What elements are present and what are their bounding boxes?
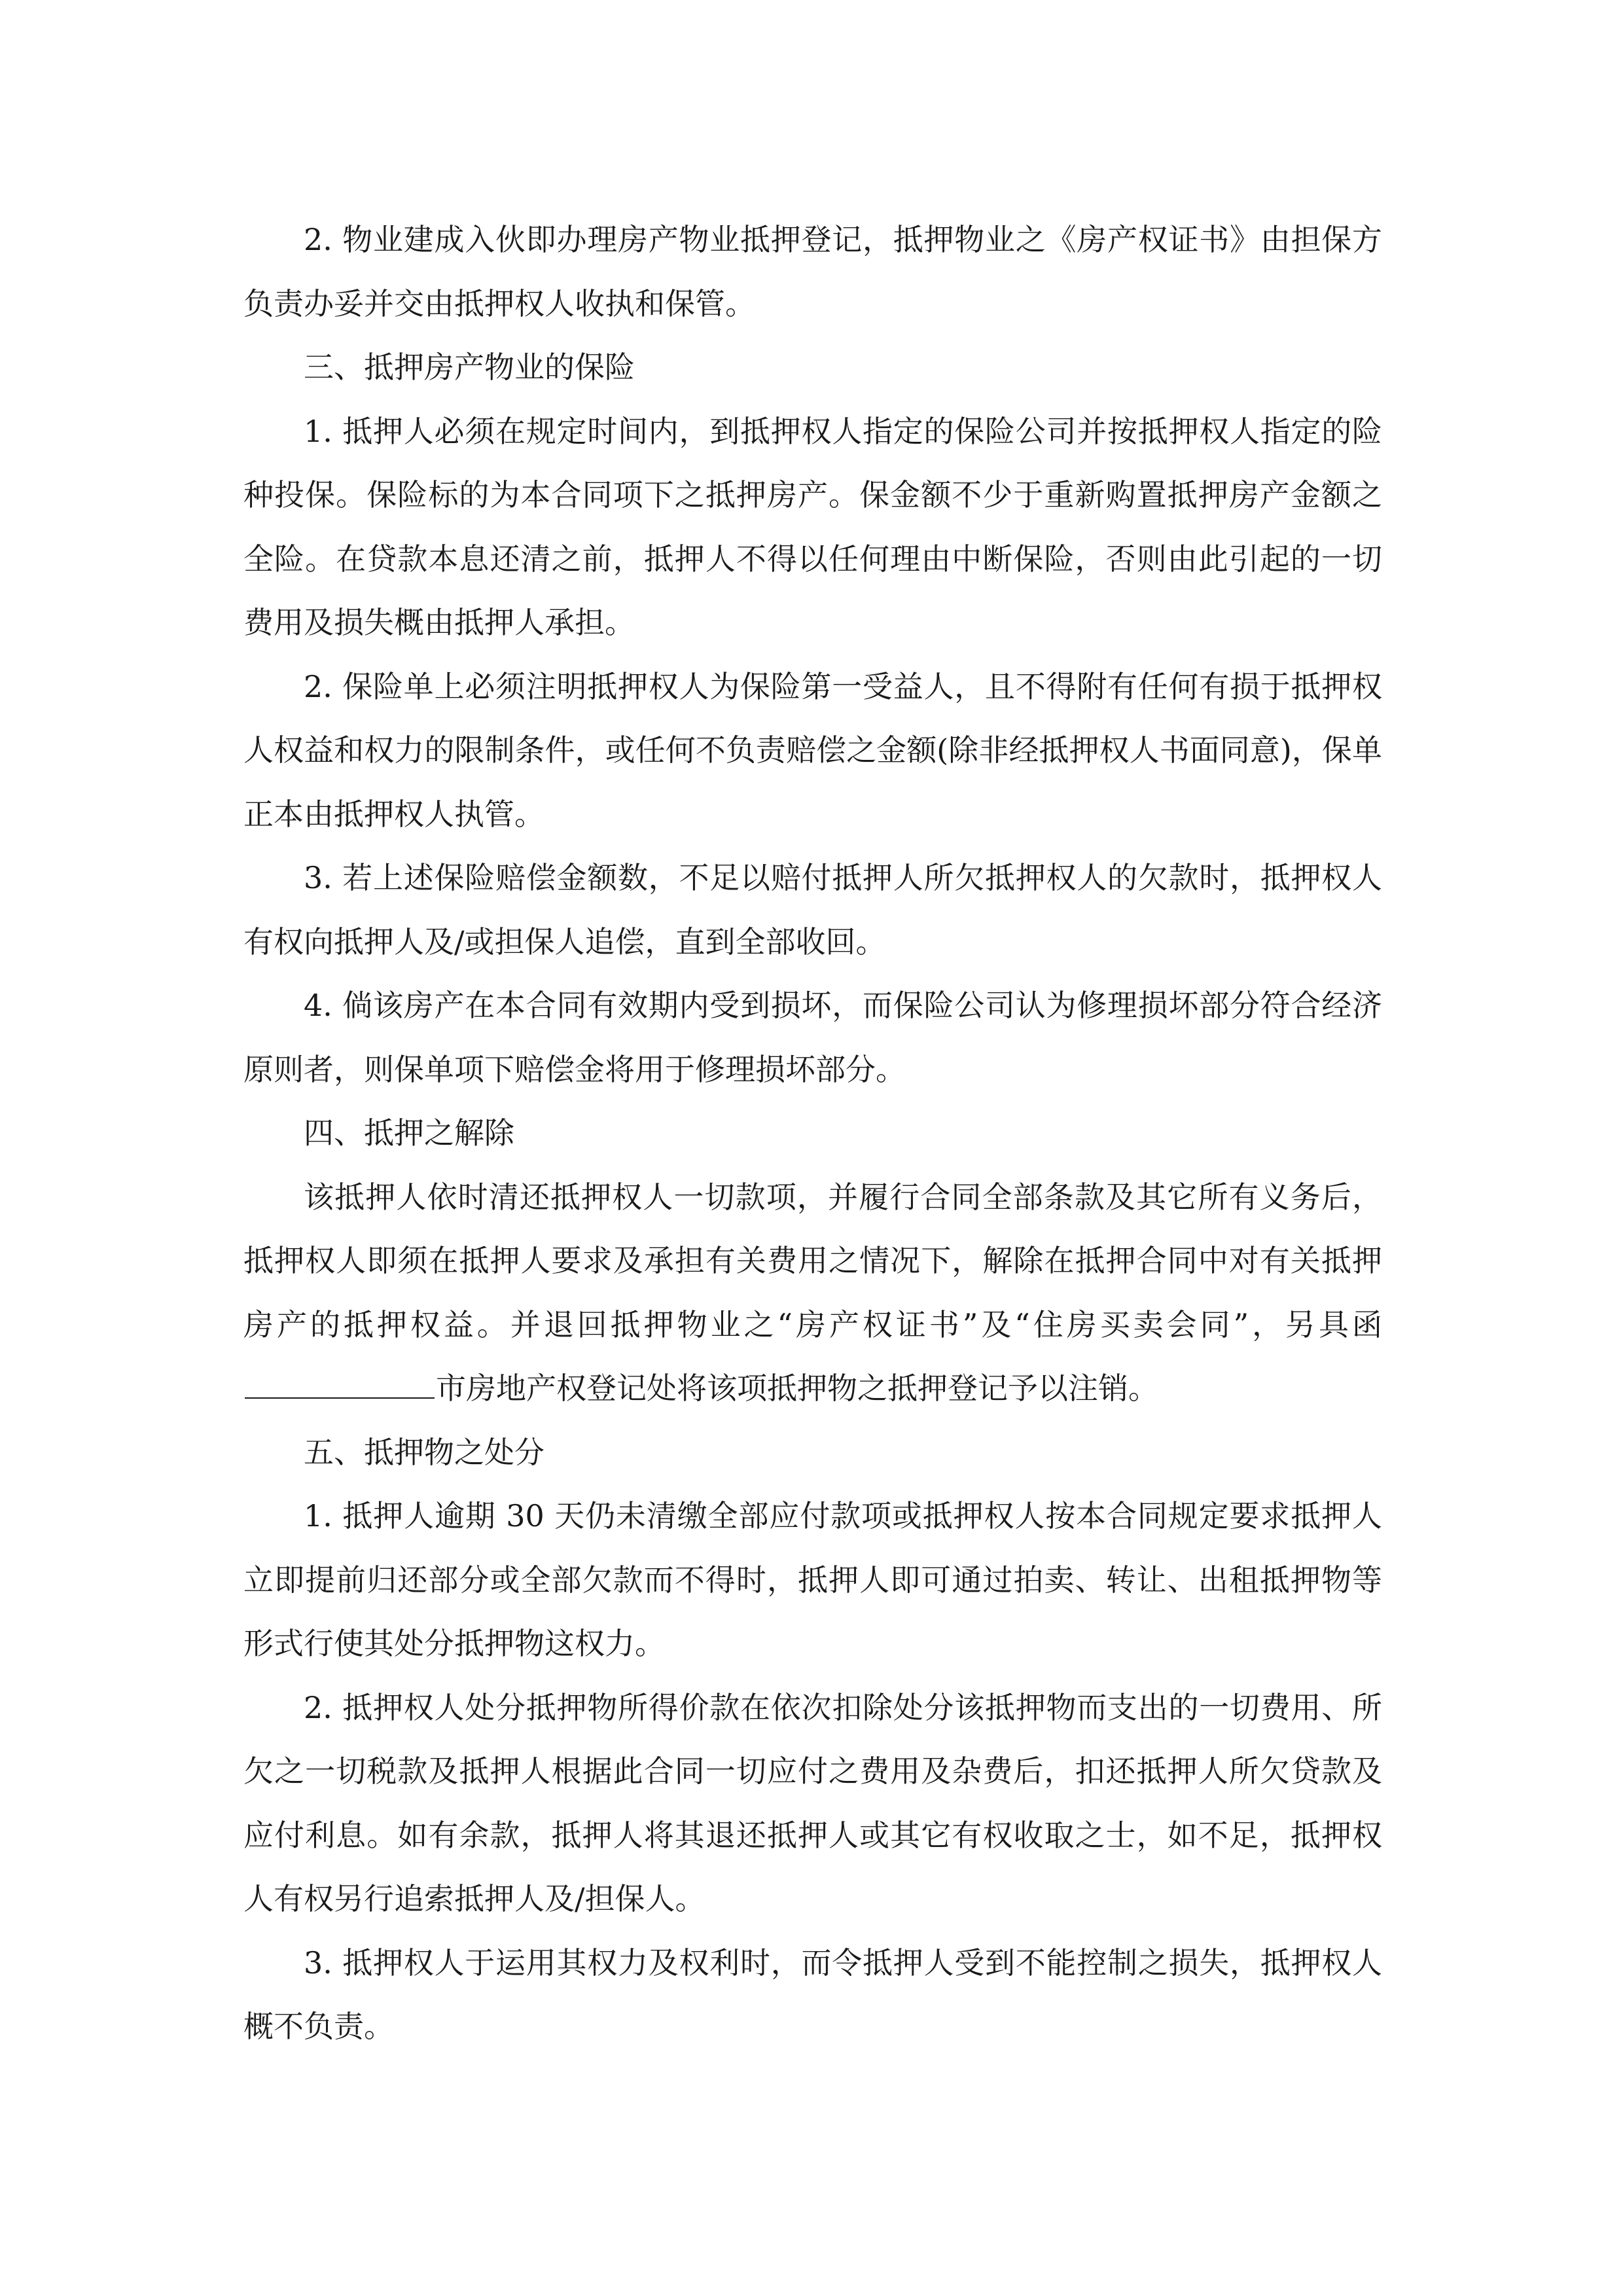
clause-3-3: 3. 若上述保险赔偿金额数，不足以赔付抵押人所欠抵押权人的欠款时，抵押权人有权向抵押人及/或担保人追偿，直到全部收回。 [243,860,1382,960]
clause-4-1-text-a: 该抵押人依时清还抵押权人一切款项，并履行合同全部条款及其它所有义务后，抵押权人即须在抵押人要求及承担有关费用之情况下，解除在抵押合同中对有关抵押房产的抵押权益。并退回抵押物业之“房产权证书”及“住房买卖会同”，另具函 [243,1179,1382,1342]
section-heading-insurance: 三、抵押房产物业的保险 [304,350,635,385]
section-heading-release: 四、抵押之解除 [304,1115,514,1151]
clause-3-4: 4. 倘该房产在本合同有效期内受到损坏，而保险公司认为修理损坏部分符合经济原则者，则保单项下赔偿金将用于修理损坏部分。 [243,988,1382,1087]
clause-5-1: 1. 抵押人逾期 30 天仍未清缴全部应付款项或抵押权人按本合同规定要求抵押人立即提前归还部分或全部欠款而不得时，抵押人即可通过拍卖、转让、出租抵押物等形式行使其处分抵押物这权力。 [243,1498,1382,1661]
clause-4-1-text-b: 市房地产权登记处将该项抵押物之抵押登记予以注销。 [436,1371,1158,1406]
section-heading-disposal: 五、抵押物之处分 [304,1434,544,1470]
clause-3-2: 2. 保险单上必须注明抵押权人为保险第一受益人，且不得附有任何有损于抵押权人权益和权力的限制条件，或任何不负责赔偿之金额(除非经抵押权人书面同意)，保单正本由抵押权人执管。 [243,668,1382,832]
document-page [243,208,1382,2059]
clause-5-3: 3. 抵押权人于运用其权力及权利时，而令抵押人受到不能控制之损失，抵押权人概不负责。 [243,1945,1382,2044]
fill-in-blank [245,1371,435,1399]
clause-3-1: 1. 抵押人必须在规定时间内，到抵押权人指定的保险公司并按抵押权人指定的险种投保。保险标的为本合同项下之抵押房产。保金额不少于重新购置抵押房产金额之全险。在贷款本息还清之前，抵押人不得以任何理由中断保险，否则由此引起的一切费用及损失概由抵押人承担。 [243,413,1382,640]
clause-2-2: 2. 物业建成入伙即办理房产物业抵押登记，抵押物业之《房产权证书》由担保方负责办妥并交由抵押权人收执和保管。 [243,222,1382,321]
clause-5-2: 2. 抵押权人处分抵押物所得价款在依次扣除处分该抵押物而支出的一切费用、所欠之一切税款及抵押人根据此合同一切应付之费用及杂费后，扣还抵押人所欠贷款及应付利息。如有余款，抵押人将其退还抵押人或其它有权收取之士，如不足，抵押权人有权另行追索抵押人及/担保人。 [243,1689,1382,1916]
clause-4-1 [243,1166,1382,1421]
